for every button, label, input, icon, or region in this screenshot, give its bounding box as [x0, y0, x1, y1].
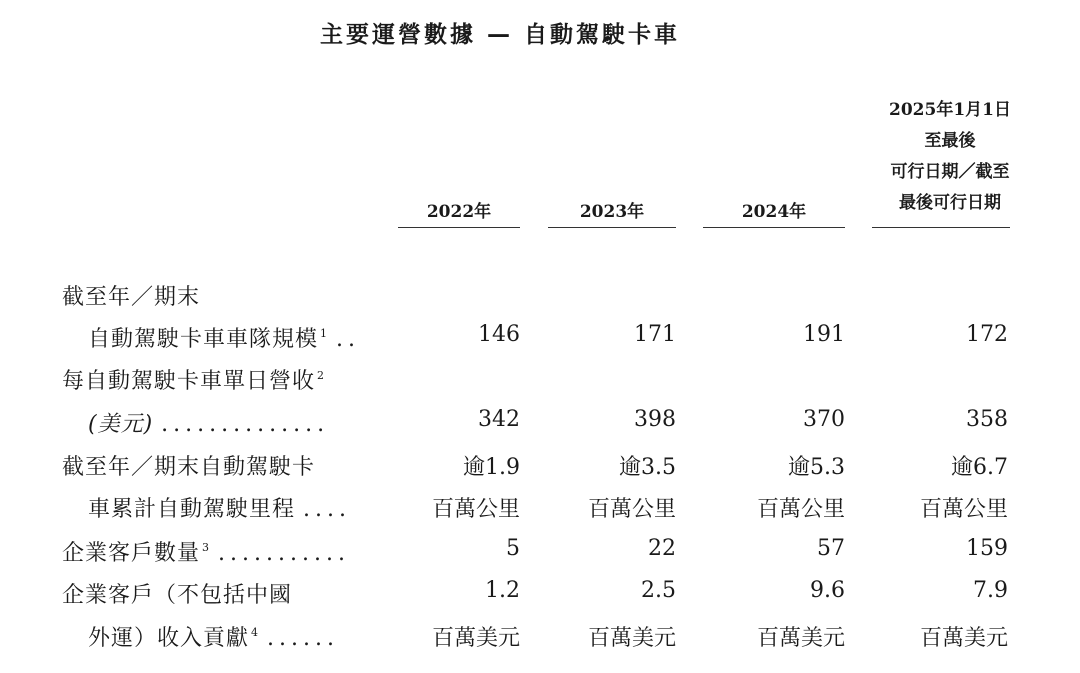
table-cell: 逾6.7 — [951, 455, 1008, 480]
row-label — [88, 322, 360, 353]
row-label-text: 截至年／期末 — [62, 285, 201, 310]
table-cell: 百萬美元 — [587, 626, 676, 651]
row-label-text: 每自動駕駛卡車單日營收 — [62, 369, 316, 394]
row-label-text: 外運）收入貢獻 — [88, 626, 250, 651]
row-label-text: 企業客戶（不包括中國 — [62, 583, 293, 608]
col-header-2023 — [548, 197, 676, 228]
table-cell: 159 — [966, 536, 1008, 561]
table-cell: 逾1.9 — [463, 455, 520, 480]
col-header-label: 2023年 — [579, 202, 645, 222]
col-header-rule — [548, 227, 676, 228]
row-label — [62, 280, 200, 311]
footnote-marker: 3 — [202, 541, 211, 554]
table-cell: 9.6 — [810, 578, 845, 603]
col-header-rule — [398, 227, 520, 228]
table-cell: 57 — [817, 536, 845, 561]
leader-dots: .............. — [161, 412, 330, 437]
table-cell: 342 — [478, 407, 520, 432]
table-cell: 百萬公里 — [587, 497, 676, 522]
table-cell: 22 — [648, 536, 676, 561]
col-header-rule — [703, 227, 845, 228]
col-header-2024 — [703, 197, 845, 228]
table-cell: 百萬美元 — [919, 626, 1008, 651]
col-header-2025 — [870, 95, 1030, 219]
col-header-2022 — [398, 197, 520, 228]
footnote-marker: 4 — [251, 626, 260, 639]
row-label — [62, 364, 325, 395]
row-label — [88, 407, 329, 438]
leader-dots: .... — [303, 497, 351, 522]
page-title: 主要運營數據 — 自動駕駛卡車 — [319, 22, 680, 48]
table-cell: 7.9 — [973, 578, 1008, 603]
row-label — [88, 492, 351, 523]
footnote-marker: 2 — [317, 369, 326, 382]
col-header-label: 2024年 — [741, 202, 807, 222]
leader-dots: .. — [336, 327, 361, 352]
row-label-text: 企業客戶數量 — [62, 541, 201, 566]
row-label — [62, 536, 350, 567]
col-header-line: 最後可行日期 — [899, 193, 1001, 213]
table-cell: 百萬公里 — [431, 497, 520, 522]
leader-dots: ........... — [218, 541, 350, 566]
table-cell: 百萬公里 — [919, 497, 1008, 522]
table-cell: 171 — [634, 322, 676, 347]
leader-dots: ...... — [267, 626, 339, 651]
row-label-text: 截至年／期末自動駕駛卡 — [62, 455, 316, 480]
table-cell: 2.5 — [641, 578, 676, 603]
row-label — [88, 621, 339, 652]
table-cell: 191 — [803, 322, 845, 347]
table-cell: 358 — [966, 407, 1008, 432]
row-label — [62, 450, 315, 481]
table-cell: 146 — [478, 322, 520, 347]
table-cell: 百萬美元 — [431, 626, 520, 651]
footnote-marker: 1 — [320, 327, 329, 340]
table-cell: 百萬美元 — [756, 626, 845, 651]
row-label-text: 自動駕駛卡車車隊規模 — [88, 327, 319, 352]
col-header-line: 可行日期／截至 — [890, 162, 1010, 182]
table-cell: 370 — [803, 407, 845, 432]
table-cell: 5 — [506, 536, 520, 561]
table-cell: 逾3.5 — [619, 455, 676, 480]
table-cell: 百萬公里 — [756, 497, 845, 522]
row-label-text: (美元) — [88, 412, 154, 437]
col-header-label: 2022年 — [426, 202, 492, 222]
row-label — [62, 578, 292, 609]
table-cell: 398 — [634, 407, 676, 432]
table-cell: 172 — [966, 322, 1008, 347]
table-cell: 1.2 — [485, 578, 520, 603]
col-header-line: 2025年1月1日 — [889, 100, 1011, 120]
row-label-text: 車累計自動駕駛里程 — [88, 497, 296, 522]
col-header-line: 至最後 — [924, 131, 976, 151]
col-header-rule — [872, 227, 1010, 228]
table-cell: 逾5.3 — [788, 455, 845, 480]
